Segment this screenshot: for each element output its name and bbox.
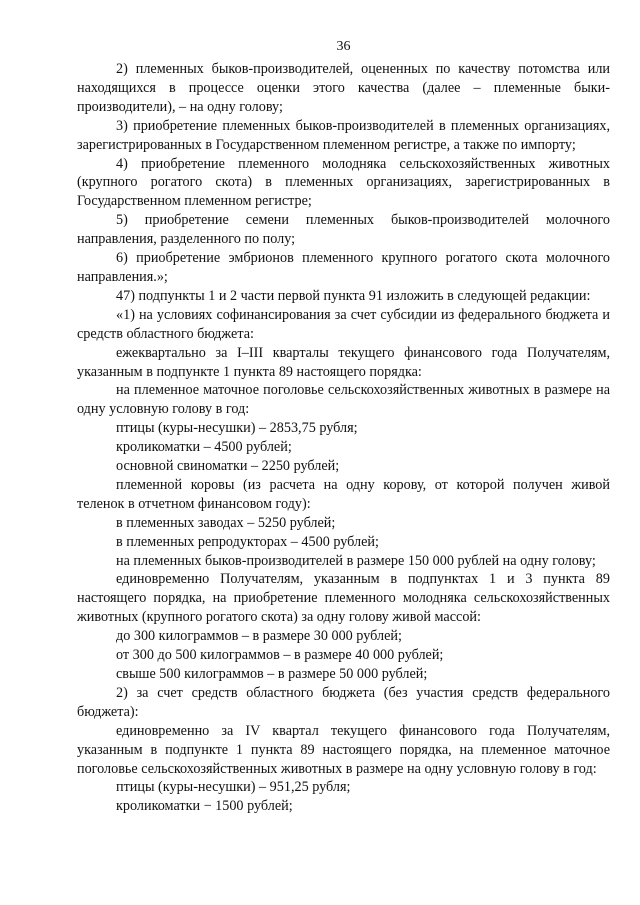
- paragraph: на племенных быков-производителей в размере 150 000 рублей на одну голову;: [116, 552, 596, 569]
- paragraph: 6) приобретение эмбрионов племенного крупного рогатого скота молочного направления.»;: [77, 250, 610, 285]
- paragraph: на племенное маточное поголовье сельскохозяйственных животных в размере на одну условную голову в год:: [77, 382, 610, 418]
- paragraph: кроликоматки – 4500 рублей;: [116, 439, 292, 456]
- paragraph: 3) приобретение племенных быков-производителей в племенных организациях, зарегистрированных в Государственном племенном регистре, а также по импорту;: [77, 117, 610, 153]
- paragraph: птицы (куры-несушки) – 951,25 рубля;: [116, 779, 351, 796]
- paragraph: кроликоматки − 1500 рублей;: [116, 798, 293, 815]
- paragraph: в племенных репродукторах – 4500 рублей;: [116, 533, 379, 550]
- paragraph: до 300 килограммов – в размере 30 000 рублей;: [116, 628, 402, 645]
- paragraph: «1) на условиях софинансирования за счет субсидии из федерального бюджета и средств областного бюджета:: [77, 306, 610, 342]
- paragraph: 2) племенных быков-производителей, оцененных по качеству потомства или находящихся в процессе оценки этого качества (далее – племенные быки-производители), – на одну голову;: [77, 61, 610, 115]
- paragraph: единовременно Получателям, указанным в подпунктах 1 и 3 пункта 89 настоящего порядка, на приобретение племенного молодняка сельскохозяйственных животных (крупного рогатого скота) за одну голову живой массой:: [77, 571, 610, 626]
- paragraph: свыше 500 килограммов – в размере 50 000 рублей;: [116, 666, 428, 682]
- paragraph: единовременно за IV квартал текущего финансового года Получателям, указанным в подпункте 1 пункта 89 настоящего порядка, на племенное маточное поголовье сельскохозяйственных животных в размере на одну условную голову в год:: [77, 722, 610, 777]
- paragraph: в племенных заводах – 5250 рублей;: [116, 514, 336, 531]
- paragraph: 5) приобретение семени племенных быков-производителей молочного направления, разделенного по полу;: [77, 212, 610, 248]
- paragraph: племенной коровы (из расчета на одну корову, от которой получен живой теленок в отчетном финансовом году):: [77, 476, 610, 512]
- document-body: [77, 60, 610, 816]
- paragraph: 4) приобретение племенного молодняка сельскохозяйственных животных (крупного рогатого скота) в племенных организациях, зарегистрированных в Государственном племенном регистре;: [77, 155, 610, 210]
- paragraph: птицы (куры-несушки) – 2853,75 рубля;: [116, 420, 358, 437]
- paragraph: основной свиноматки – 2250 рублей;: [116, 458, 340, 475]
- paragraph: от 300 до 500 килограммов – в размере 40 000 рублей;: [116, 647, 444, 664]
- paragraph: 47) подпункты 1 и 2 части первой пункта 91 изложить в следующей редакции:: [116, 287, 591, 304]
- paragraph: ежеквартально за I–III кварталы текущего финансового года Получателям, указанным в подпункте 1 пункта 89 настоящего порядка:: [77, 344, 610, 380]
- paragraph: 2) за счет средств областного бюджета (без участия средств федерального бюджета):: [77, 684, 610, 720]
- page-number: 36: [336, 39, 351, 54]
